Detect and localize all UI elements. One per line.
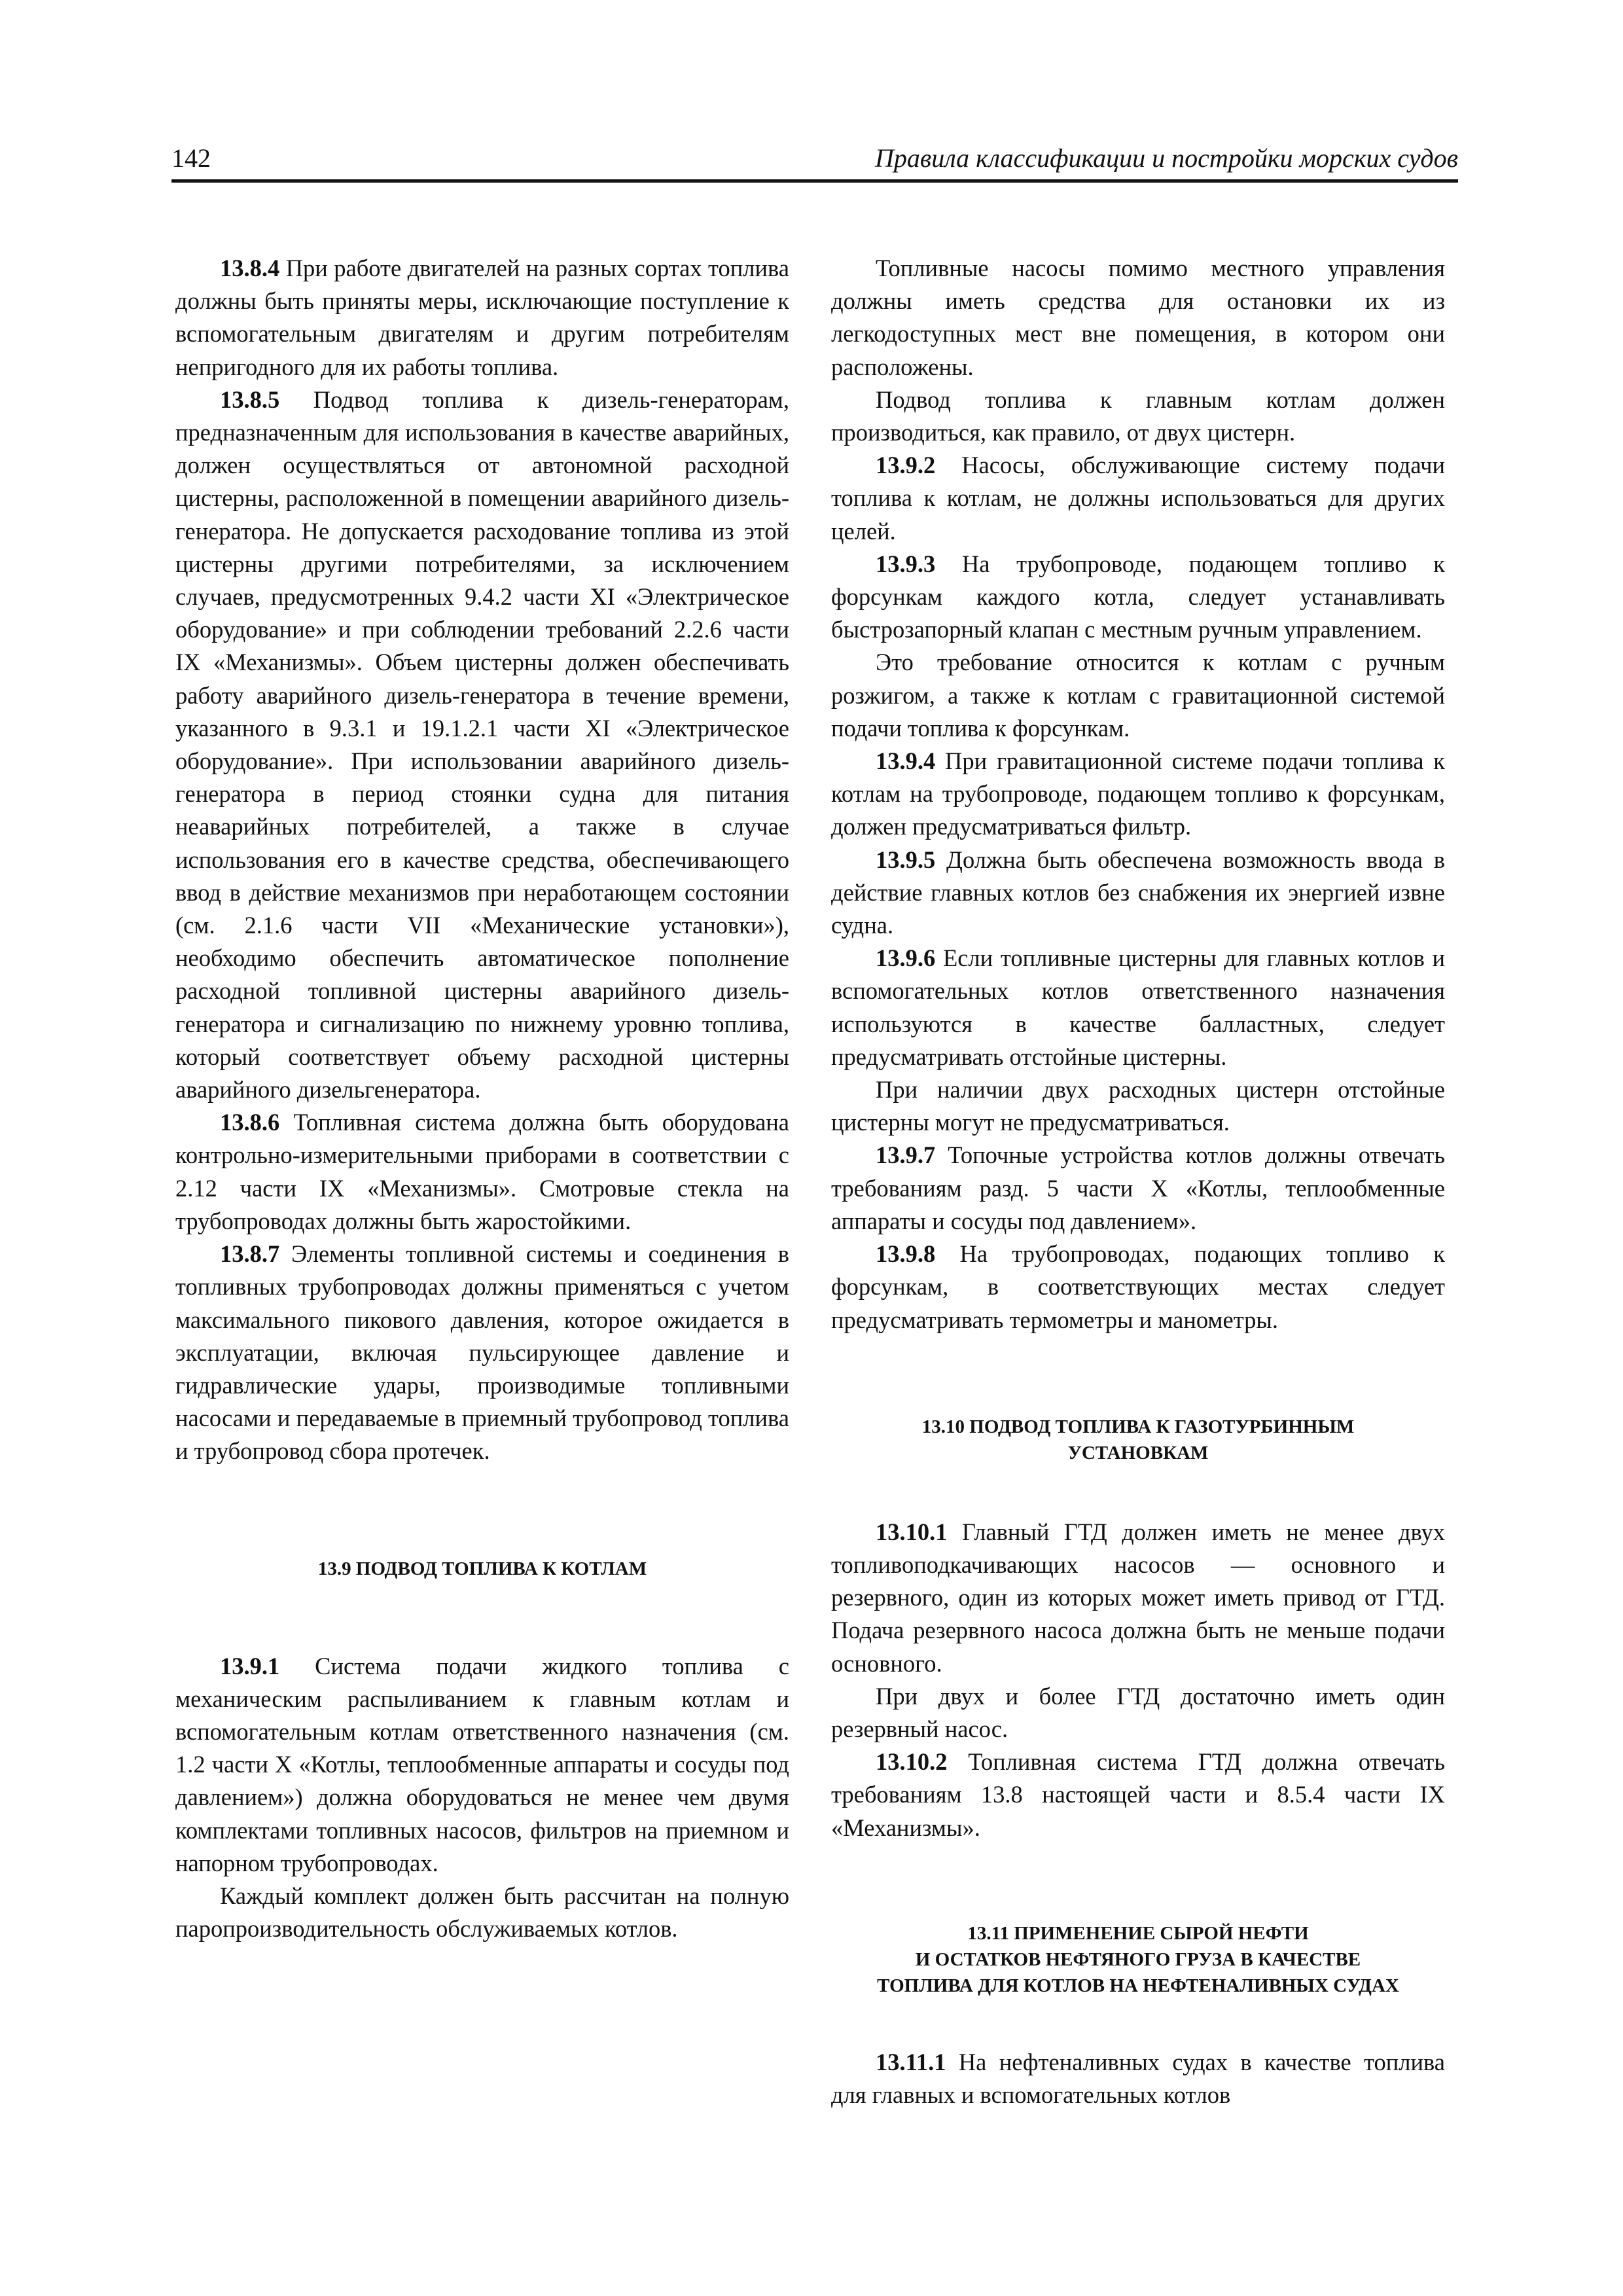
paragraph: При двух и более ГТД достаточно иметь один резервный насос. xyxy=(831,1682,1445,1742)
clause-number: 13.9.6 xyxy=(876,944,936,972)
paragraph-text: Топливная система ГТД должна отвечать требованиям 13.8 настоящей части и 8.5.4 части IX «Механизмы». xyxy=(831,1748,1446,1841)
paragraph-text: На трубопроводе, подающем топливо к форсункам каждого котла, следует устанавливать быстрозапорный клапан с местным ручным управлением. xyxy=(831,550,1445,643)
paragraph-text: Топочные устройства котлов должны отвечать требованиям разд. 5 части X «Котлы, теплообменные аппараты и сосуды под давлением». xyxy=(831,1141,1446,1234)
paragraph-13-8-7 xyxy=(175,1238,789,1467)
running-header xyxy=(171,140,1458,183)
heading-line: УСТАНОВКАМ xyxy=(1067,1442,1209,1463)
paragraph-text: Подвод топлива к дизель-генераторам, предназначенным для использования в качестве аварийных, должен осуществляться от автономной расходной цистерны, расположенной в помещении аварийного дизель-генератора. Не допускается расходование топлива из этой цистерны другими потребителями, за исключением случаев, предусмотренных 9.4.2 части XI «Электрическое оборудование» и при соблюдении требований 2.2.6 части IX «Механизмы». Объем цистерны должен обеспечивать работу аварийного дизель-генератора в течение времени, указанного в 9.3.1 и 19.1.2.1 части XI «Электрическое оборудование». При использовании аварийного дизель-генератора в период стоянки судна для питания неаварийных потребителей, а также в случае использования его в качестве средства, обеспечивающего ввод в действие механизмов при неработающем состоянии (см. 2.1.6 части VII «Механические установки»), необходимо обеспечить автоматическое пополнение расходной топливной цистерны аварийного дизель-генератора и сигнализацию по нижнему уровню топлива, который соответствует объему расходной цистерны аварийного дизельгенератора. xyxy=(175,386,789,1103)
clause-number: 13.9.7 xyxy=(876,1141,936,1169)
clause-number: 13.10.2 xyxy=(876,1748,948,1776)
paragraph-text: На трубопроводах, подающих топливо к форсункам, в соответствующих местах следует предусматривать термометры и манометры. xyxy=(831,1240,1446,1333)
paragraph-13-8-5 xyxy=(175,384,789,1106)
right-column xyxy=(831,252,1445,2111)
clause-number: 13.11.1 xyxy=(876,2048,946,2075)
clause-number: 13.9.2 xyxy=(876,452,936,479)
left-column xyxy=(175,252,789,1945)
page-number: 142 xyxy=(171,143,211,173)
paragraph-text: При работе двигателей на разных сортах топлива должны быть приняты меры, исключающие поступление к вспомогательным двигателям и другим потребителям непригодного для их работы топлива. xyxy=(175,255,789,380)
paragraph-text: Топливная система должна быть оборудована контрольно-измерительными приборами в соответствии с 2.12 части IX «Механизмы». Смотровые стекла на трубопроводах должны быть жаростойкими. xyxy=(175,1109,790,1234)
paragraph-text: На нефтеналивных судах в качестве топлива для главных и вспомогательных котлов xyxy=(831,2048,1445,2108)
heading-line: 13.10 ПОДВОД ТОПЛИВА К ГАЗОТУРБИННЫМ xyxy=(921,1416,1355,1437)
paragraph-13-10-2 xyxy=(831,1746,1445,1844)
clause-number: 13.9.3 xyxy=(876,550,936,577)
paragraph-text: Должна быть обеспечена возможность ввода в действие главных котлов без снабжения их энергией извне судна. xyxy=(831,846,1445,939)
heading-line: 13.11 ПРИМЕНЕНИЕ СЫРОЙ НЕФТИ xyxy=(967,1922,1309,1944)
heading-line: ТОПЛИВА ДЛЯ КОТЛОВ НА НЕФТЕНАЛИВНЫХ СУДАХ xyxy=(877,1975,1399,1996)
paragraph-13-9-7 xyxy=(831,1139,1445,1238)
paragraph-13-9-6 xyxy=(831,942,1445,1073)
clause-number: 13.8.5 xyxy=(220,386,280,413)
section-heading-13-11 xyxy=(831,1920,1445,1999)
paragraph-13-10-1 xyxy=(831,1516,1445,1680)
paragraph: Топливные насосы помимо местного управления должны иметь средства для остановки их из легкодоступных мест вне помещения, в котором они расположены. xyxy=(831,255,1445,380)
paragraph-text: Элементы топливной системы и соединения в топливных трубопроводах должны применяться с учетом максимального пикового давления, которое ожидается в эксплуатации, включая пульсирующее давление и гидравлические удары, производимые топливными насосами и передаваемые в приемный трубопровод топлива и трубопровод сбора протечек. xyxy=(175,1240,790,1465)
paragraph-13-9-1 xyxy=(175,1650,789,1880)
paragraph-13-9-8 xyxy=(831,1238,1445,1336)
heading-line: И ОСТАТКОВ НЕФТЯНОГО ГРУЗА В КАЧЕСТВЕ xyxy=(915,1948,1361,1970)
clause-number: 13.8.4 xyxy=(220,255,280,281)
paragraph-13-9-5 xyxy=(831,844,1445,942)
section-heading-13-10 xyxy=(831,1414,1445,1466)
paragraph-13-9-2 xyxy=(831,449,1445,548)
paragraph-13-9-4 xyxy=(831,745,1445,844)
paragraph: При наличии двух расходных цистерн отстойные цистерны могут не предусматриваться. xyxy=(831,1076,1445,1136)
paragraph-13-8-4 xyxy=(175,252,789,384)
paragraph-text: При гравитационной системе подачи топлива к котлам на трубопроводе, подающем топливо к форсункам, должен предусматриваться фильтр. xyxy=(831,747,1445,840)
clause-number: 13.9.8 xyxy=(876,1240,936,1268)
clause-number: 13.10.1 xyxy=(876,1518,948,1545)
paragraph: Подвод топлива к главным котлам должен производиться, как правило, от двух цистерн. xyxy=(831,386,1445,446)
paragraph-text: Главный ГТД должен иметь не менее двух топливоподкачивающих насосов — основного и резервного, один из которых может иметь привод от ГТД. Подача резервного насоса должна быть не меньше подачи основного. xyxy=(831,1518,1446,1677)
paragraph: Это требование относится к котлам с ручным розжигом, а также к котлам с гравитационной системой подачи топлива к форсункам. xyxy=(831,649,1445,742)
clause-number: 13.9.1 xyxy=(220,1652,280,1679)
paragraph-13-11-1 xyxy=(831,2046,1445,2111)
paragraph-text: Система подачи жидкого топлива с механическим распыливанием к главным котлам и вспомогательным котлам ответственного назначения (см. 1.2 части X «Котлы, теплообменные аппараты и сосуды под давлением») должна оборудоваться не менее чем двумя комплектами топливных насосов, фильтров на приемном и напорном трубопроводах. xyxy=(175,1652,789,1876)
clause-number: 13.9.4 xyxy=(876,747,936,775)
clause-number: 13.8.6 xyxy=(220,1109,280,1136)
paragraph-text: Если топливные цистерны для главных котлов и вспомогательных котлов ответственного назначения используются в качестве балластных, следует предусматривать отстойные цистерны. xyxy=(831,944,1446,1070)
paragraph-text: Насосы, обслуживающие систему подачи топлива к котлам, не должны использоваться для других целей. xyxy=(831,452,1446,545)
running-title: Правила классификации и постройки морских судов xyxy=(874,143,1458,173)
section-heading-13-9: 13.9 ПОДВОД ТОПЛИВА К КОТЛАМ xyxy=(317,1558,647,1579)
clause-number: 13.8.7 xyxy=(220,1240,280,1268)
paragraph-13-8-6 xyxy=(175,1106,789,1238)
paragraph: Каждый комплект должен быть рассчитан на полную паропроизводительность обслуживаемых котлов. xyxy=(175,1882,789,1943)
clause-number: 13.9.5 xyxy=(876,846,936,873)
paragraph-13-9-3 xyxy=(831,548,1445,647)
